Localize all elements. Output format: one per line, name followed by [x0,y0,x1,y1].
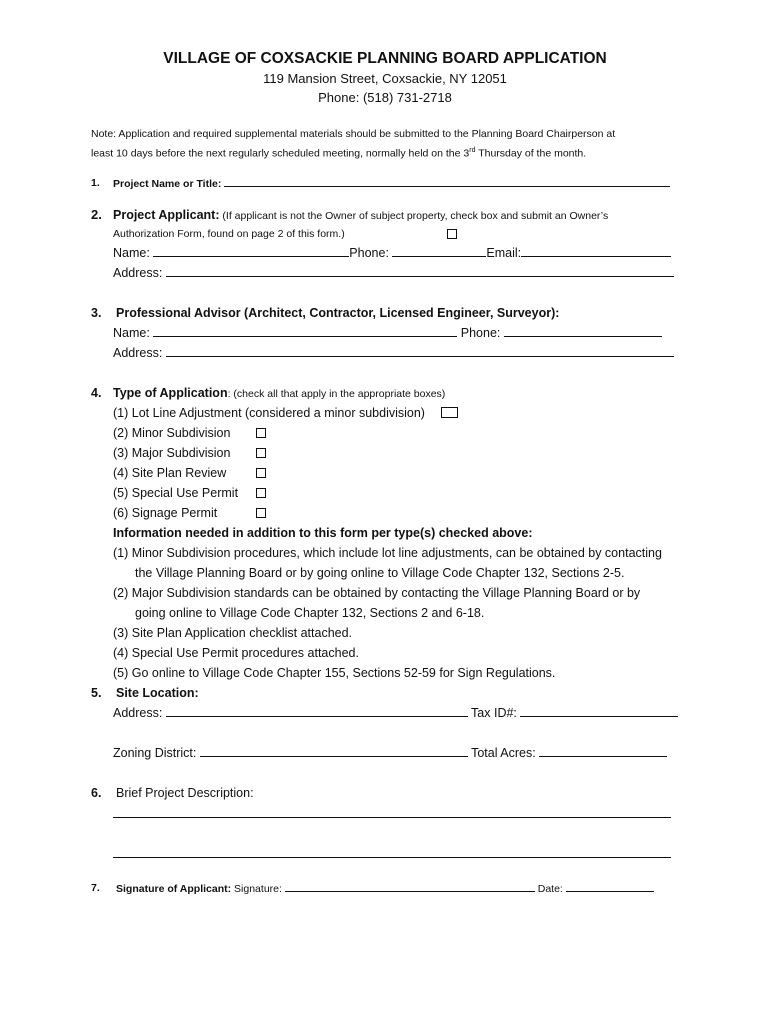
section-7-number: 7. [91,882,100,894]
site-address-row: Address: Tax ID#: [113,705,678,721]
zoning-district-line[interactable] [200,745,468,757]
description-line-2[interactable] [113,846,671,862]
owner-auth-checkbox[interactable] [447,226,457,242]
info-item: (4) Special Use Permit procedures attached. [113,646,359,660]
application-type-heading: Type of Application: (check all that apply in the appropriate boxes) [113,386,446,400]
office-address: 119 Mansion Street, Coxsackie, NY 12051 [263,71,507,86]
advisor-heading: Professional Advisor (Architect, Contractor, Licensed Engineer, Surveyor): [116,306,560,320]
info-heading: Information needed in addition to this form per type(s) checked above: [113,526,533,540]
form-title: VILLAGE OF COXSACKIE PLANNING BOARD APPLICATION [163,50,607,67]
signature-line[interactable] [285,880,535,892]
applicant-address-line[interactable] [166,265,674,277]
info-item: going online to Village Code Chapter 132, Sections 2 and 6-18. [135,606,485,620]
type-signage: (6) Signage Permit [113,506,218,520]
type-special-use: (5) Special Use Permit [113,486,239,500]
applicant-note: Authorization Form, found on page 2 of this form.) [113,228,345,240]
signature-row: Signature of Applicant: Signature: Date: [116,880,654,897]
type-major-subdivision: (3) Major Subdivision [113,446,231,460]
info-item: (2) Major Subdivision standards can be obtained by contacting the Village Planning Board or by [113,586,641,600]
section-4-number: 4. [91,386,102,400]
date-line[interactable] [566,880,654,892]
zoning-row: Zoning District: Total Acres: [113,745,667,761]
applicant-email-line[interactable] [521,245,671,257]
type-site-plan: (4) Site Plan Review [113,466,227,480]
type-signage-checkbox[interactable] [256,505,266,521]
applicant-address-row: Address: [113,265,674,281]
type-minor-subdivision: (2) Minor Subdivision [113,426,231,440]
applicant-contact-row: Name: Phone: Email: [113,245,671,261]
section-3-number: 3. [91,306,102,320]
site-location-heading: Site Location: [116,686,199,700]
applicant-name-line[interactable] [153,245,349,257]
info-item: (5) Go online to Village Code Chapter 155, Sections 52-59 for Sign Regulations. [113,666,556,680]
type-lot-line-checkbox[interactable] [441,405,458,421]
applicant-phone-line[interactable] [392,245,486,257]
office-phone: Phone: (518) 731-2718 [318,90,452,105]
description-line-1[interactable] [113,806,671,822]
description-heading: Brief Project Description: [116,786,254,800]
project-name-label: Project Name or Title: [113,178,225,190]
advisor-phone-line[interactable] [504,325,662,337]
total-acres-line[interactable] [539,745,667,757]
type-site-plan-checkbox[interactable] [256,465,266,481]
project-name-line[interactable] [224,175,670,187]
note-line-2: least 10 days before the next regularly scheduled meeting, normally held on the 3rd Thursday of the month. [91,147,587,160]
info-item: (3) Site Plan Application checklist attached. [113,626,353,640]
info-item: (1) Minor Subdivision procedures, which include lot line adjustments, can be obtained by contacting [113,546,662,560]
advisor-address-row: Address: [113,345,674,361]
note-line-1: Note: Application and required supplemental materials should be submitted to the Planning Board Chairperson at [91,128,616,140]
section-6-number: 6. [91,786,102,800]
section-1-number: 1. [91,177,100,189]
type-major-subdivision-checkbox[interactable] [256,445,266,461]
section-5-number: 5. [91,686,102,700]
info-item: the Village Planning Board or by going online to Village Code Chapter 132, Sections 2-5. [135,566,625,580]
advisor-address-line[interactable] [166,345,674,357]
type-special-use-checkbox[interactable] [256,485,266,501]
site-address-line[interactable] [166,705,468,717]
applicant-heading: Project Applicant: (If applicant is not the Owner of subject property, check box and submit an Owner’s [113,208,609,222]
advisor-name-line[interactable] [153,325,457,337]
tax-id-line[interactable] [520,705,678,717]
type-lot-line: (1) Lot Line Adjustment (considered a minor subdivision) [113,406,425,420]
advisor-contact-row: Name: Phone: [113,325,662,341]
section-2-number: 2. [91,207,102,222]
project-name-field[interactable] [113,175,670,192]
type-minor-subdivision-checkbox[interactable] [256,425,266,441]
